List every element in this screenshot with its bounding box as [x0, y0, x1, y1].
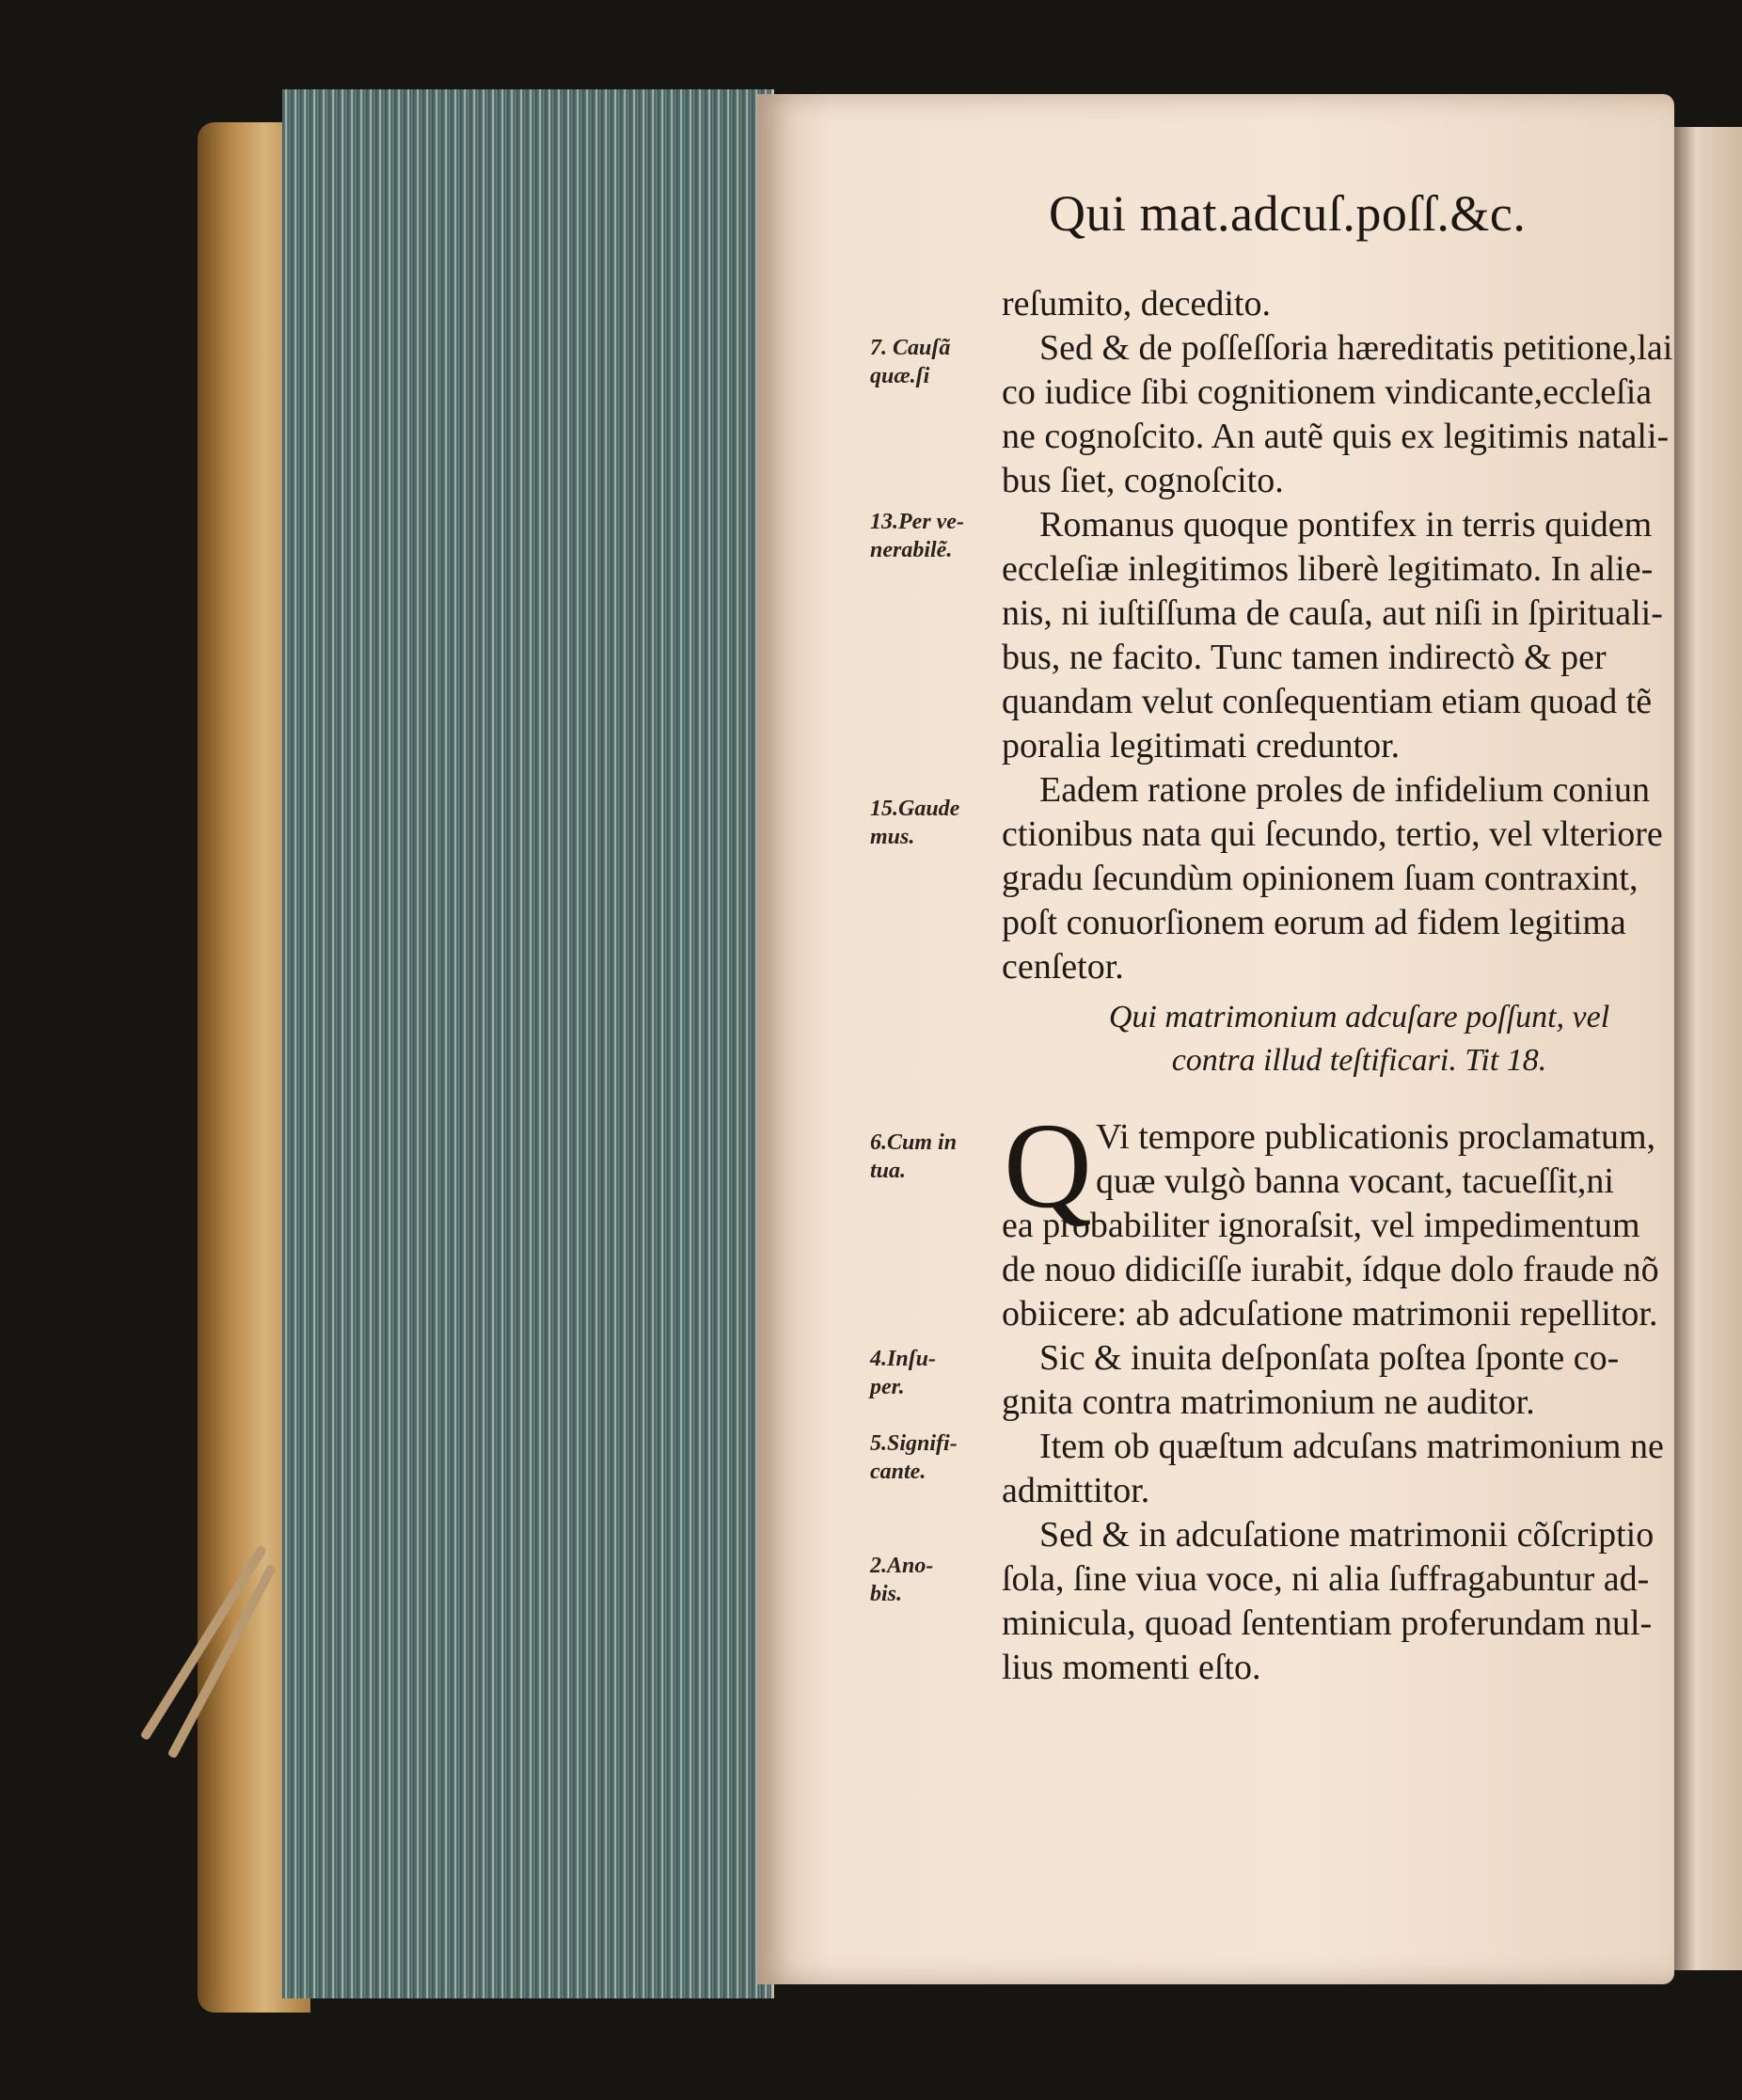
text-line: ſola, ſine viua voce, ni alia ſuffragabuntur ad- — [1002, 1559, 1650, 1599]
text-line: ctionibus nata qui ſecundo, tertio, vel vlteriore — [1002, 814, 1663, 854]
text-line: Eadem ratione proles de infidelium coniun — [1039, 770, 1650, 810]
text-line: minicula, quoad ſententiam proferundam nul- — [1002, 1603, 1653, 1643]
section-title-line-2: contra illud teſtificari. Tit 18. — [1171, 1043, 1547, 1078]
text-line: Item ob quæſtum adcuſans matrimonium ne — [1039, 1427, 1664, 1466]
text-line: lius momenti eſto. — [1002, 1648, 1261, 1687]
text-line: quæ vulgò banna vocant, tacueſſit,ni — [1096, 1161, 1614, 1201]
text-line: Sic & inuita deſponſata poſtea ſponte co- — [1039, 1338, 1620, 1378]
facing-page-edge — [1665, 127, 1742, 1970]
margin-note: 13.Per ve- nerabilẽ. — [870, 510, 964, 562]
margin-note: 2.Ano- bis. — [870, 1554, 934, 1606]
text-line: de nouo didiciſſe iurabit, ídque dolo fraude nõ — [1002, 1250, 1659, 1289]
text-line: Vi tempore publicationis proclamatum, — [1096, 1117, 1656, 1157]
text-line: ea probabiliter ignoraſsit, vel impedimentum — [1002, 1206, 1640, 1245]
text-line: obiicere: ab adcuſatione matrimonii repellitor. — [1002, 1294, 1658, 1334]
margin-note: 5.Signifi- cante. — [870, 1431, 958, 1484]
page-text — [757, 94, 1674, 1984]
running-head: Qui mat.adcuſ.poſſ.&c. — [1049, 185, 1527, 242]
text-line: poſt conuorſionem eorum ad fidem legitima — [1002, 903, 1626, 942]
drop-cap: Q — [1004, 1098, 1092, 1234]
text-line: gradu ſecundùm opinionem ſuam contraxint, — [1002, 859, 1639, 898]
text-line: bus, ne facito. Tunc tamen indirectò & per — [1002, 638, 1607, 677]
text-line: gnita contra matrimonium ne auditor. — [1002, 1382, 1535, 1422]
text-line: ne cognoſcito. An autẽ quis ex legitimis natali- — [1002, 417, 1670, 456]
text-line: Sed & in adcuſatione matrimonii cõſcriptio — [1039, 1515, 1655, 1555]
margin-note: 7. Cauſã quæ.ſi — [870, 336, 951, 388]
text-line: nis, ni iuſtiſſuma de cauſa, aut niſi in ſpirituali- — [1002, 593, 1663, 633]
text-line: cenſetor. — [1002, 947, 1124, 987]
text-line: bus ſiet, cognoſcito. — [1002, 461, 1284, 500]
text-line: poralia legitimati creduntor. — [1002, 726, 1401, 766]
margin-note: 6.Cum in tua. — [870, 1130, 958, 1183]
text-line: reſumito, decedito. — [1002, 284, 1271, 324]
margin-note: 15.Gaude mus. — [870, 797, 960, 849]
text-line: co iudice ſibi cognitionem vindicante,eccleſia — [1002, 372, 1653, 412]
text-line: quandam velut conſequentiam etiam quoad tẽ — [1002, 682, 1653, 721]
margin-note: 4.Inſu- per. — [870, 1347, 937, 1399]
text-line: eccleſiæ inlegitimos liberè legitimato. In alie- — [1002, 549, 1654, 589]
text-line: Sed & de poſſeſſoria hæreditatis petitione,lai — [1039, 328, 1673, 368]
section-title-line-1: Qui matrimonium adcuſare poſſunt, vel — [1108, 1000, 1610, 1034]
text-line: admittitor. — [1002, 1471, 1150, 1510]
text-line: Romanus quoque pontifex in terris quidem — [1039, 505, 1653, 545]
page-edges — [282, 89, 774, 1998]
book-page — [757, 94, 1674, 1984]
